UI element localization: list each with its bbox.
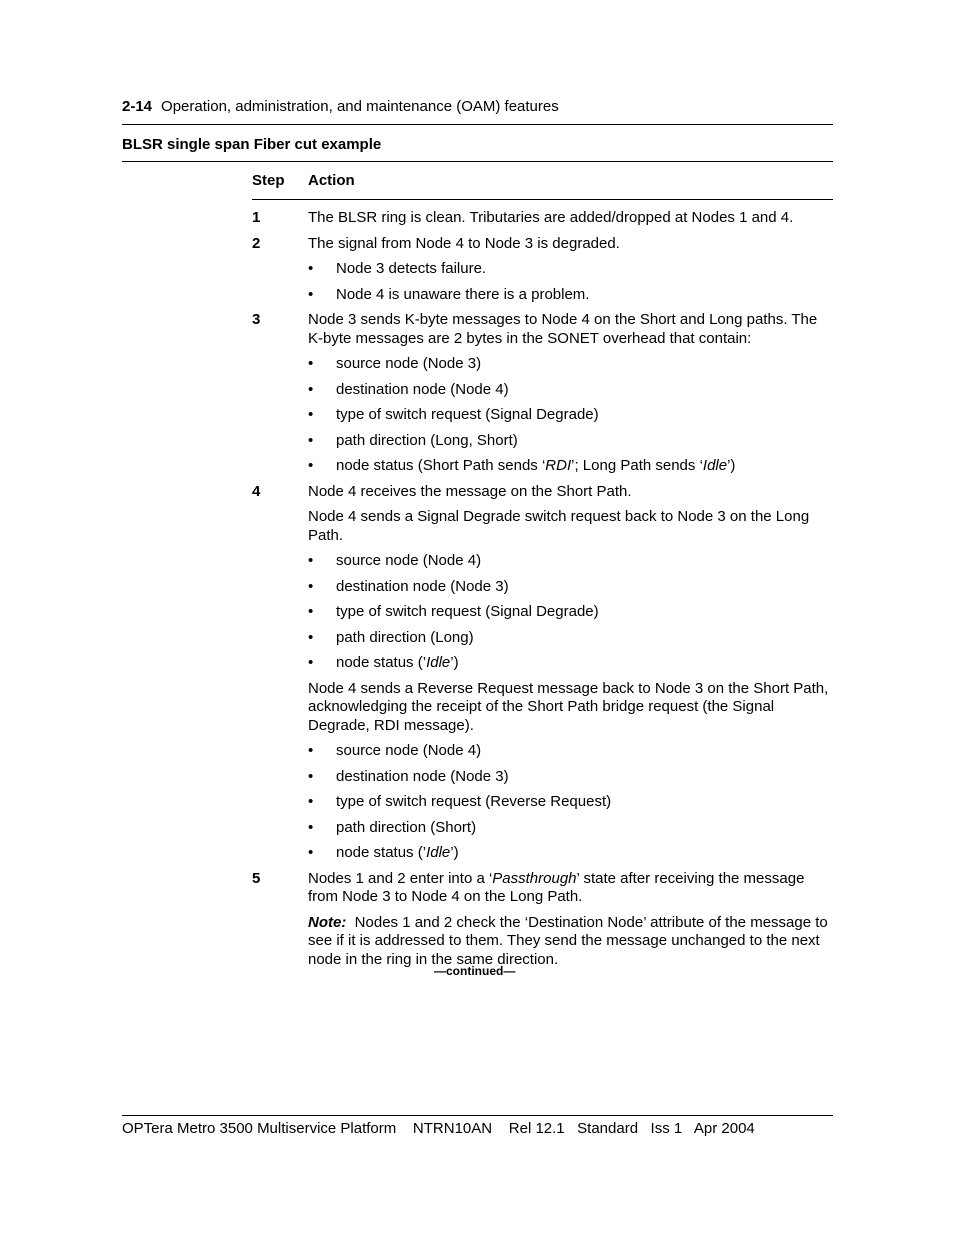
bullet-icon: • xyxy=(308,742,314,759)
table-header-rule xyxy=(252,199,833,200)
footer-rule xyxy=(122,1115,833,1116)
step-text: Node 3 sends K-byte messages to Node 4 on the Short and Long paths. The K-byte messages are 2 bytes in the SONET overhead that contain: xyxy=(308,311,818,347)
step-number: 4 xyxy=(252,482,261,500)
header-rule xyxy=(122,124,833,125)
bullet-icon: • xyxy=(308,603,314,620)
list-item-text: destination node (Node 3) xyxy=(336,577,509,595)
step-row-5 xyxy=(252,870,832,970)
list-item-text: node status (’ xyxy=(336,654,427,671)
step-text: The BLSR ring is clean. Tributaries are added/dropped at Nodes 1 and 4. xyxy=(308,209,794,226)
list-item-text: ’) xyxy=(450,844,459,861)
bullet-icon: • xyxy=(308,552,314,569)
step-paragraph: Node 4 sends a Signal Degrade switch request back to Node 3 on the Long Path. xyxy=(308,508,810,544)
italic-text: Passthrough xyxy=(492,869,577,887)
list-item-text: path direction (Short) xyxy=(336,818,477,836)
italic-text: RDI xyxy=(545,457,572,474)
note-paragraph xyxy=(308,914,832,970)
step-number: 1 xyxy=(252,209,261,226)
bullet-icon: • xyxy=(308,793,314,810)
list-item-text: source node (Node 4) xyxy=(336,552,482,569)
list-item-text: source node (Node 4) xyxy=(336,742,482,759)
list-item xyxy=(308,355,832,374)
list-item xyxy=(308,654,832,673)
steps-table xyxy=(252,209,832,976)
step-row-4 xyxy=(252,483,832,863)
list-item-text: path direction (Long, Short) xyxy=(336,431,518,449)
step-text: Node 4 receives the message on the Short Path. xyxy=(308,482,632,500)
step-row-3 xyxy=(252,311,832,476)
list-item xyxy=(308,457,832,476)
list-item xyxy=(308,844,832,863)
italic-text: Idle xyxy=(426,654,451,671)
step-text xyxy=(308,870,832,907)
list-item-text: Node 3 detects failure. xyxy=(336,260,487,277)
step-text: The signal from Node 4 to Node 3 is degraded. xyxy=(308,234,620,252)
list-item-text: type of switch request (Reverse Request) xyxy=(336,793,612,810)
bullet-icon: • xyxy=(308,285,314,303)
list-item-text: node status (Short Path sends ‘ xyxy=(336,457,546,474)
bullet-icon: • xyxy=(308,355,314,372)
list-item xyxy=(308,819,832,838)
step-row-2 xyxy=(252,235,832,305)
list-item xyxy=(308,629,832,648)
note-label: Note: xyxy=(308,913,347,931)
step-number: 2 xyxy=(252,234,261,252)
step-paragraph: Node 4 sends a Reverse Request message back to Node 3 on the Short Path, acknowledging the receipt of the Short Path bridge request (the Signal Degrade, RDI message). xyxy=(308,679,829,734)
column-header-step: Step xyxy=(252,172,285,189)
italic-text: Idle xyxy=(426,844,451,861)
bullet-icon: • xyxy=(308,628,314,646)
bullet-icon: • xyxy=(308,380,314,398)
list-item xyxy=(308,286,832,305)
list-item xyxy=(308,406,832,425)
bullet-icon: • xyxy=(308,457,314,474)
list-item xyxy=(308,552,832,571)
bullet-icon: • xyxy=(308,654,314,671)
list-item-text: node status (’ xyxy=(336,844,427,861)
list-item-text: source node (Node 3) xyxy=(336,355,482,372)
note-text: Nodes 1 and 2 check the ‘Destination Node’ attribute of the message to see if it is addressed to them. They send the message unchanged to the next node in the ring in the same direction. xyxy=(308,913,828,968)
title-rule xyxy=(122,161,833,162)
list-item-text: ’) xyxy=(727,457,736,474)
list-item-text: ’) xyxy=(450,654,459,671)
chapter-title: Operation, administration, and maintenance (OAM) features xyxy=(161,98,559,115)
step-number: 5 xyxy=(252,869,261,887)
list-item-text: type of switch request (Signal Degrade) xyxy=(336,603,599,620)
list-item xyxy=(308,742,832,761)
list-item-text: destination node (Node 3) xyxy=(336,767,509,785)
list-item-text: ’; Long Path sends ‘ xyxy=(571,457,703,474)
list-item-text: type of switch request (Signal Degrade) xyxy=(336,406,599,423)
bullet-icon: • xyxy=(308,406,314,423)
list-item-text: path direction (Long) xyxy=(336,628,474,646)
step-row-1 xyxy=(252,209,832,228)
list-item-text: Node 4 is unaware there is a problem. xyxy=(336,285,590,303)
section-title: BLSR single span Fiber cut example xyxy=(122,136,382,153)
page-header xyxy=(122,98,559,115)
list-item xyxy=(308,768,832,787)
bullet-icon: • xyxy=(308,577,314,595)
italic-text: Idle xyxy=(702,457,728,474)
bullet-icon: • xyxy=(308,767,314,785)
bullet-icon: • xyxy=(308,431,314,449)
page-footer: OPTera Metro 3500 Multiservice Platform NTRN10AN Rel 12.1 Standard Iss 1 Apr 2004 xyxy=(122,1120,755,1137)
bullet-icon: • xyxy=(308,844,314,861)
list-item-text: destination node (Node 4) xyxy=(336,380,509,398)
list-item xyxy=(308,260,832,279)
bullet-icon: • xyxy=(308,818,314,836)
list-item xyxy=(308,603,832,622)
list-item xyxy=(308,578,832,597)
bullet-icon: • xyxy=(308,260,314,277)
page-number: 2-14 xyxy=(122,98,153,115)
list-item xyxy=(308,381,832,400)
continued-marker: —continued— xyxy=(434,964,516,978)
step-text-part: ’ state after receiving the message from Node 3 to Node 4 on the Long Path. xyxy=(308,869,805,905)
list-item xyxy=(308,793,832,812)
list-item xyxy=(308,432,832,451)
column-header-action: Action xyxy=(308,172,355,189)
step-text-part: Nodes 1 and 2 enter into a ‘ xyxy=(308,869,493,887)
step-number: 3 xyxy=(252,311,261,328)
